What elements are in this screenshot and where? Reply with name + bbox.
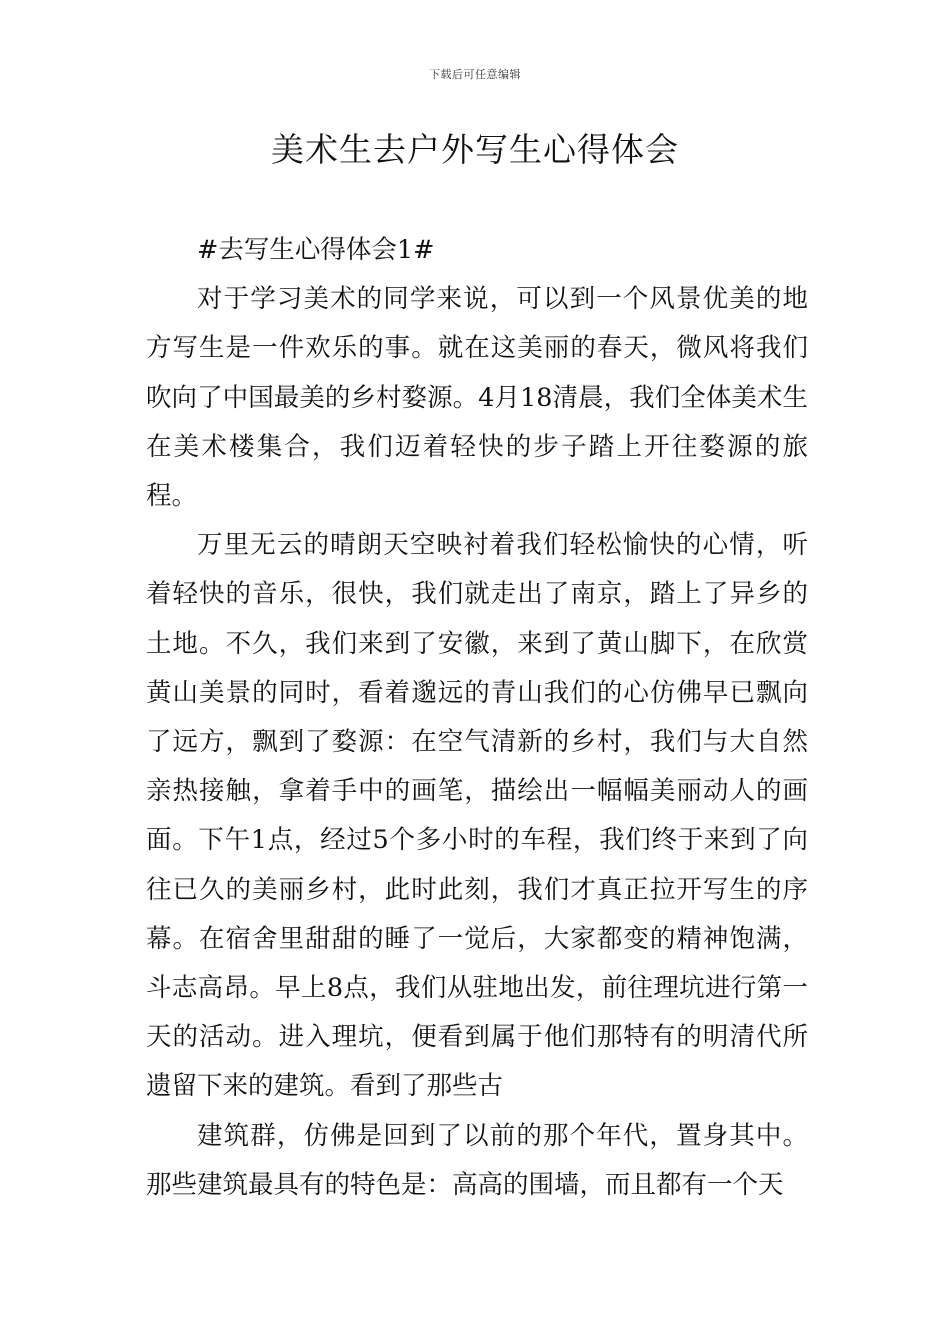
paragraph-3: 建筑群，仿佛是回到了以前的那个年代，置身其中。那些建筑最具有的特色是：高高的围墙，而且都有一个天 [146,1120,808,1200]
document-body [146,226,808,1210]
paragraph-1: 对于学习美术的同学来说，可以到一个风景优美的地方写生是一件欢乐的事。就在这美丽的春天，微风将我们吹向了中国最美的乡村婺源。4月18清晨，我们全体美术生在美术楼集合，我们迈着轻快的步子踏上开往婺源的旅程。 [146,284,808,512]
document-title: 美术生去户外写生心得体会 [271,130,679,169]
header-note: 下载后可任意编辑 [429,68,521,81]
section-heading: #去写生心得体会1# [197,235,435,265]
paragraph-2: 万里无云的晴朗天空映衬着我们轻松愉快的心情，听着轻快的音乐，很快，我们就走出了南京，踏上了异乡的土地。不久，我们来到了安徽，来到了黄山脚下，在欣赏黄山美景的同时，看着邈远的青山我们的心仿佛早已飘向了远方，飘到了婺源：在空气清新的乡村，我们与大自然亲热接触，拿着手中的画笔，描绘出一幅幅美丽动人的画面。下午1点，经过5个多小时的车程，我们终于来到了向往已久的美丽乡村，此时此刻，我们才真正拉开写生的序幕。在宿舍里甜甜的睡了一觉后，大家都变的精神饱满，斗志高昂。早上8点，我们从驻地出发，前往理坑进行第一天的活动。进入理坑，便看到属于他们那特有的明清代所遗留下来的建筑。看到了那些古 [146,530,808,1102]
